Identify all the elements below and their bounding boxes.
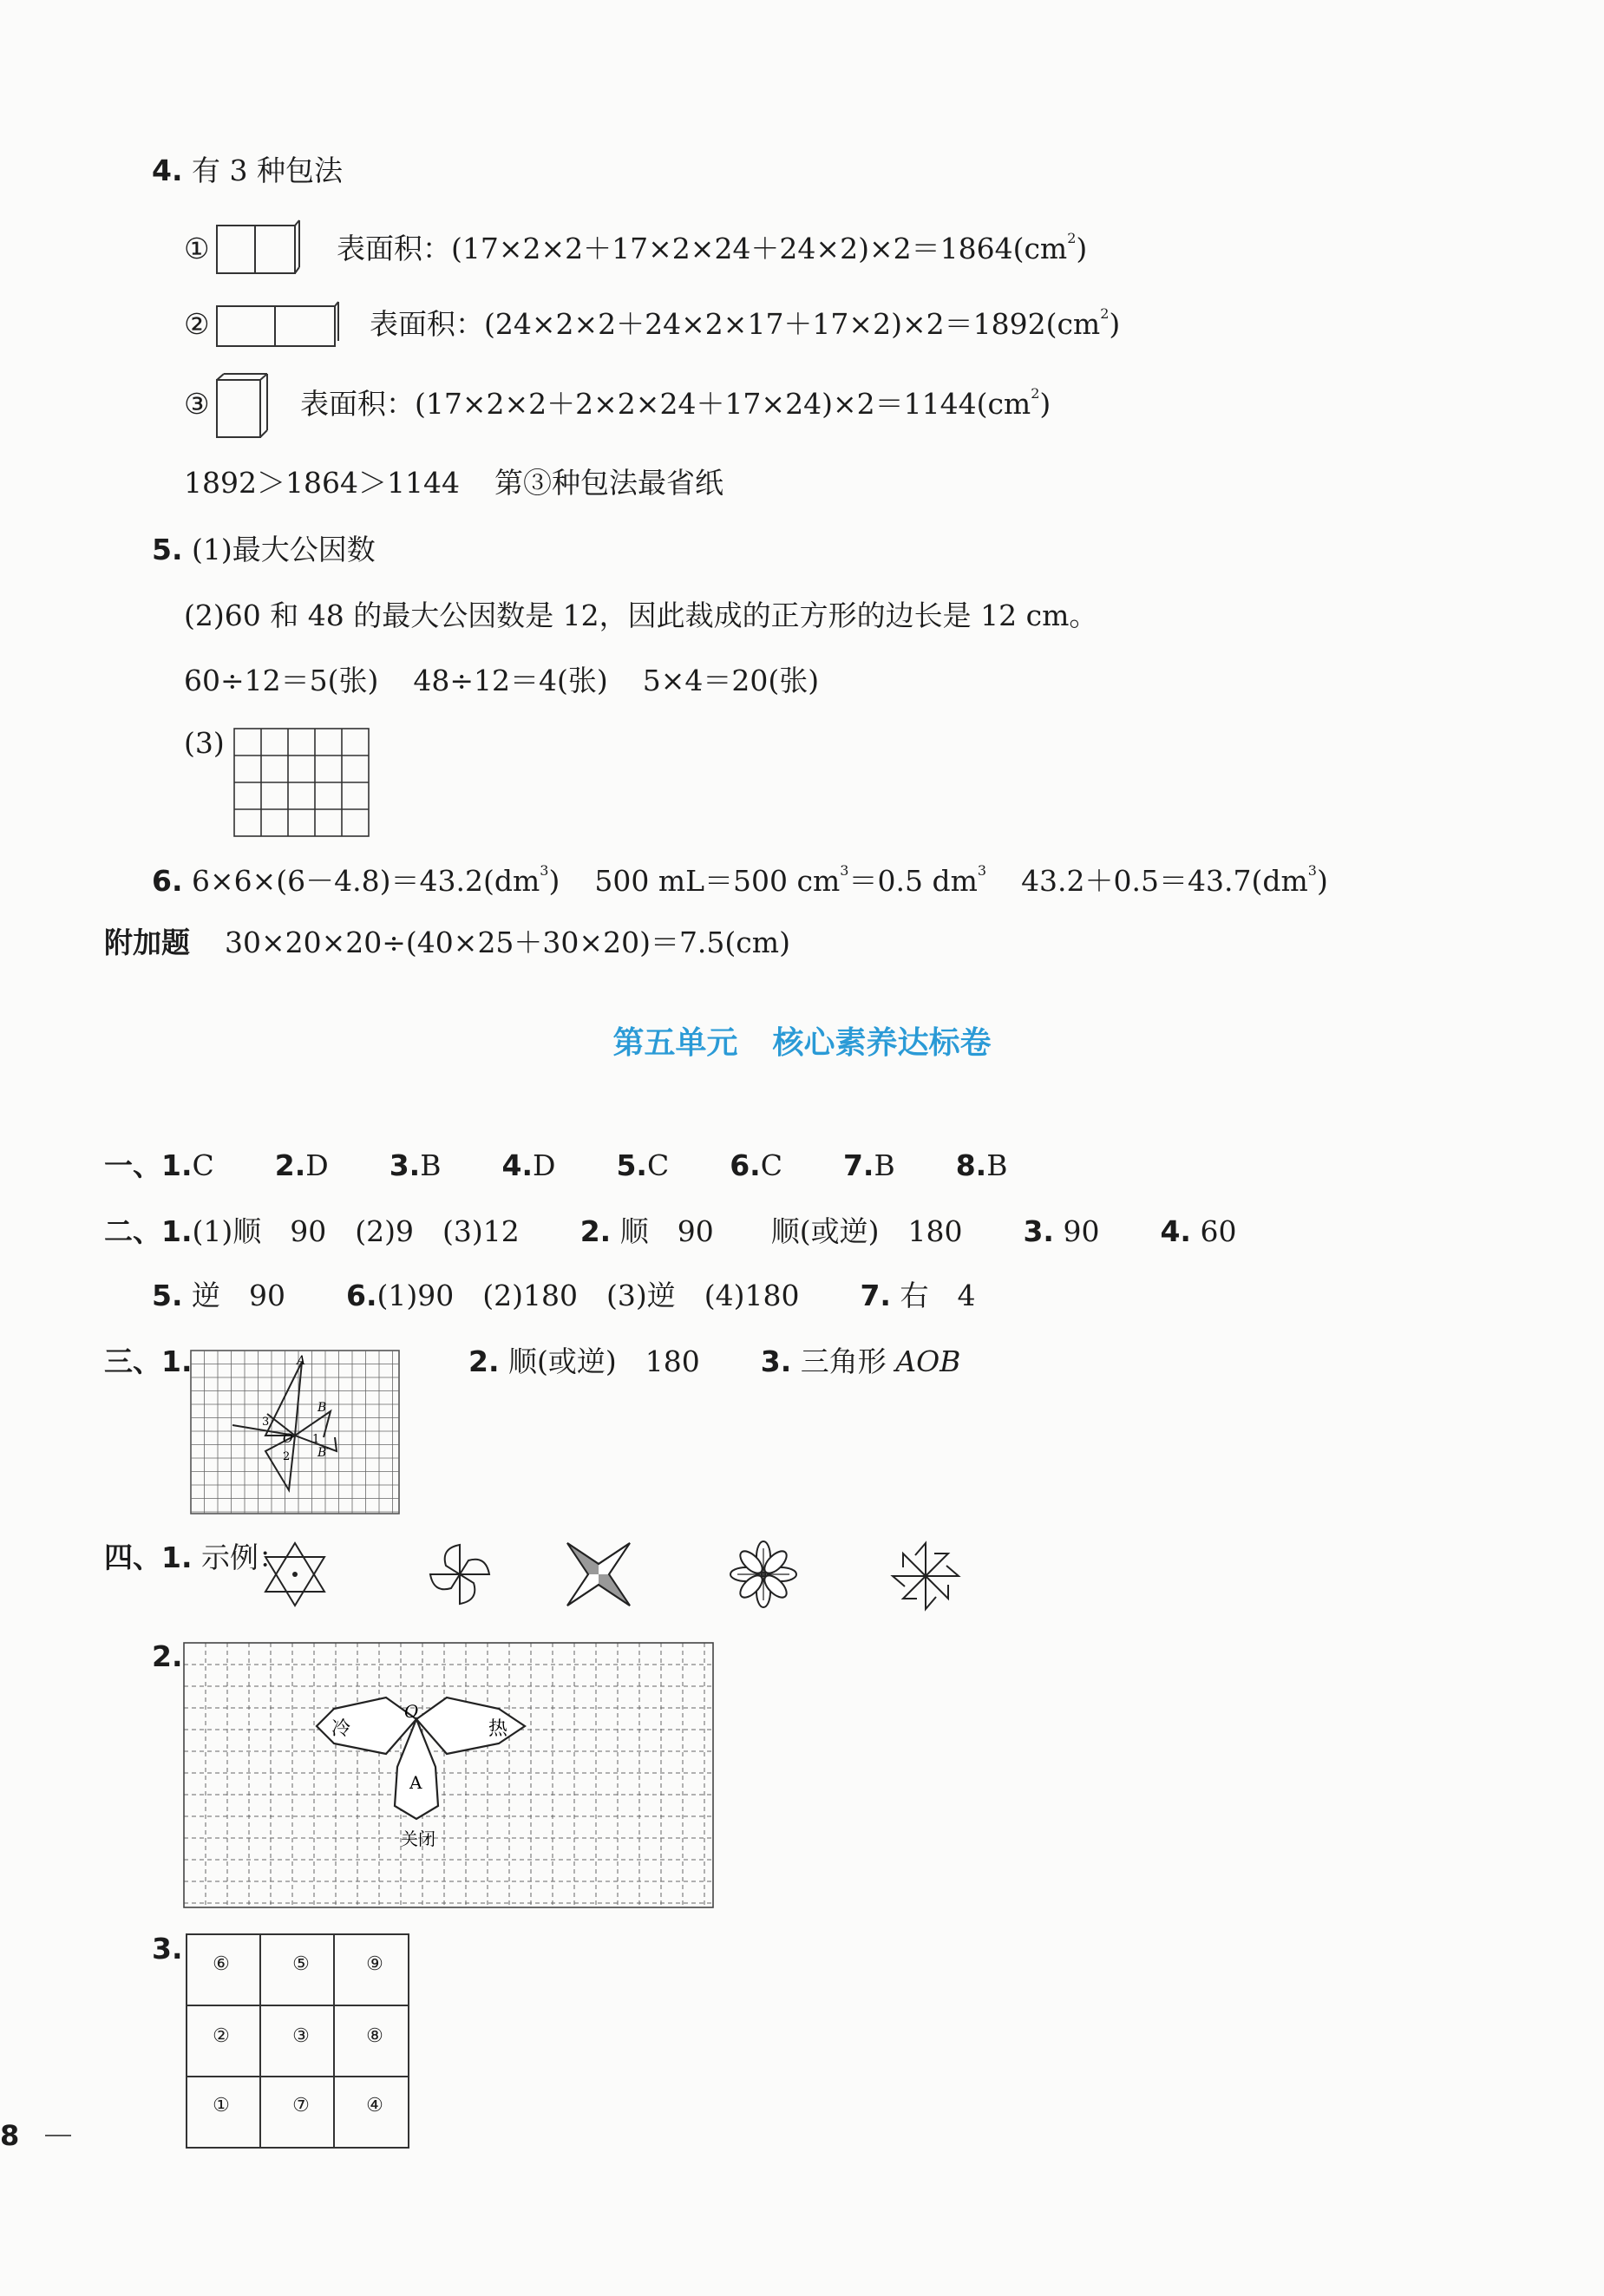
grid-cell: ⑨ (366, 1953, 383, 1975)
q4-option-1-formula: 表面积：$(17\times 2\times 2+17\times 2\times 24+24\times 2)\times 2=1864(cm^2)$ (337, 230, 1088, 265)
q4-heading: 4. 有 3 种包法 (152, 154, 343, 187)
grid-cell: ⑧ (366, 2025, 383, 2047)
part3-q2-q3: 2. 顺(或逆) 180 3. 三角形 AOB (468, 1344, 961, 1378)
dial-cold-label: 冷 (331, 1718, 351, 1740)
grid-cell: ⑦ (292, 2095, 310, 2116)
q6-answer: 6. $6\times 6\times(6-4.8)=43.2(dm^3)$ 500 mL＝500 $cm^3=0.5$ $dm^3$ $43.2+0.5=43.7(dm^3)$ (152, 862, 1328, 898)
q4-option-3-formula: 表面积：$(17\times 2\times 2+2\times 2\times 24+17\times 24)\times 2=1144(cm^2)$ (300, 385, 1051, 421)
grid-cell: ② (213, 2025, 230, 2047)
four-point-star-figure (564, 1540, 633, 1609)
q4-option-2-formula: 表面积：$(24\times 2\times 2+24\times 2\times 17+17\times 2)\times 2=1892(cm^2)$ (370, 305, 1121, 341)
q4-option-3: ③ (184, 387, 210, 421)
box-figure-2 (215, 299, 341, 351)
label-O: O (283, 1432, 293, 1446)
q5-part3: (3) (184, 726, 225, 760)
flower-figure (729, 1540, 798, 1609)
q4-comparison: 1892＞1864＞1144 第③种包法最省纸 (184, 466, 723, 500)
label-3: 3 (262, 1416, 270, 1429)
box-figure-1 (215, 217, 302, 278)
label-B-prime: B′ (318, 1446, 330, 1460)
q5-part1: 5. (1)最大公因数 (152, 533, 376, 566)
star-of-david-figure (260, 1540, 330, 1609)
section-title: 第五单元 核心素养达标卷 (612, 1025, 992, 1061)
extra-question: 附加题 30×20×20÷(40×25＋30×20)＝7.5(cm) (104, 926, 790, 959)
square-grid-figure (232, 727, 371, 840)
grid-cell: ⑥ (213, 1953, 230, 1975)
part1-answers: 一、1.C 2.D 3.B 4.D 5.C 6.C 7.B 8.B (104, 1148, 1008, 1182)
label-1: 1 (312, 1433, 320, 1446)
windmill-figure (889, 1540, 963, 1613)
dial-grid-figure (182, 1641, 716, 1910)
q4-option-1: ① (184, 232, 210, 265)
box-figure-3 (215, 371, 272, 441)
part4-q2-label: 2. (152, 1639, 183, 1673)
part3-q1-label: 三、1. (104, 1344, 193, 1378)
dial-hot-label: 热 (488, 1718, 508, 1740)
label-B: B (318, 1401, 327, 1415)
page-number: 8 (0, 2116, 71, 2155)
pinwheel-figure (425, 1540, 494, 1609)
rotation-grid-figure (189, 1349, 402, 1518)
dial-off-label: 关闭 (401, 1828, 435, 1849)
label-2: 2 (283, 1450, 291, 1463)
q4-option-2: ② (184, 307, 210, 341)
grid-cell: ① (213, 2095, 230, 2116)
dial-arrow-label: A (409, 1772, 422, 1793)
label-A: A (297, 1354, 306, 1368)
part2-row1: 二、1.(1)顺 90 (2)9 (3)12 2. 顺 90 顺(或逆) 180 3. 90 4. 60 (104, 1214, 1237, 1248)
grid-cell: ③ (292, 2025, 310, 2047)
grid-cell: ⑤ (292, 1953, 310, 1975)
q5-part2: (2)60 和 48 的最大公因数是 12，因此裁成的正方形的边长是 12 cm。 (184, 599, 1098, 632)
q5-calculation: 60÷12＝5(张) 48÷12＝4(张) 5×4＝20(张) (184, 664, 820, 697)
part4-q3-label: 3. (152, 1932, 183, 1966)
dial-center-label: O (404, 1701, 419, 1722)
part2-row2: 5. 逆 90 6.(1)90 (2)180 (3)逆 (4)180 7. 右 4 (152, 1279, 976, 1312)
part4-q1: 四、1. 示例： (104, 1540, 287, 1574)
grid-cell: ④ (366, 2095, 383, 2116)
